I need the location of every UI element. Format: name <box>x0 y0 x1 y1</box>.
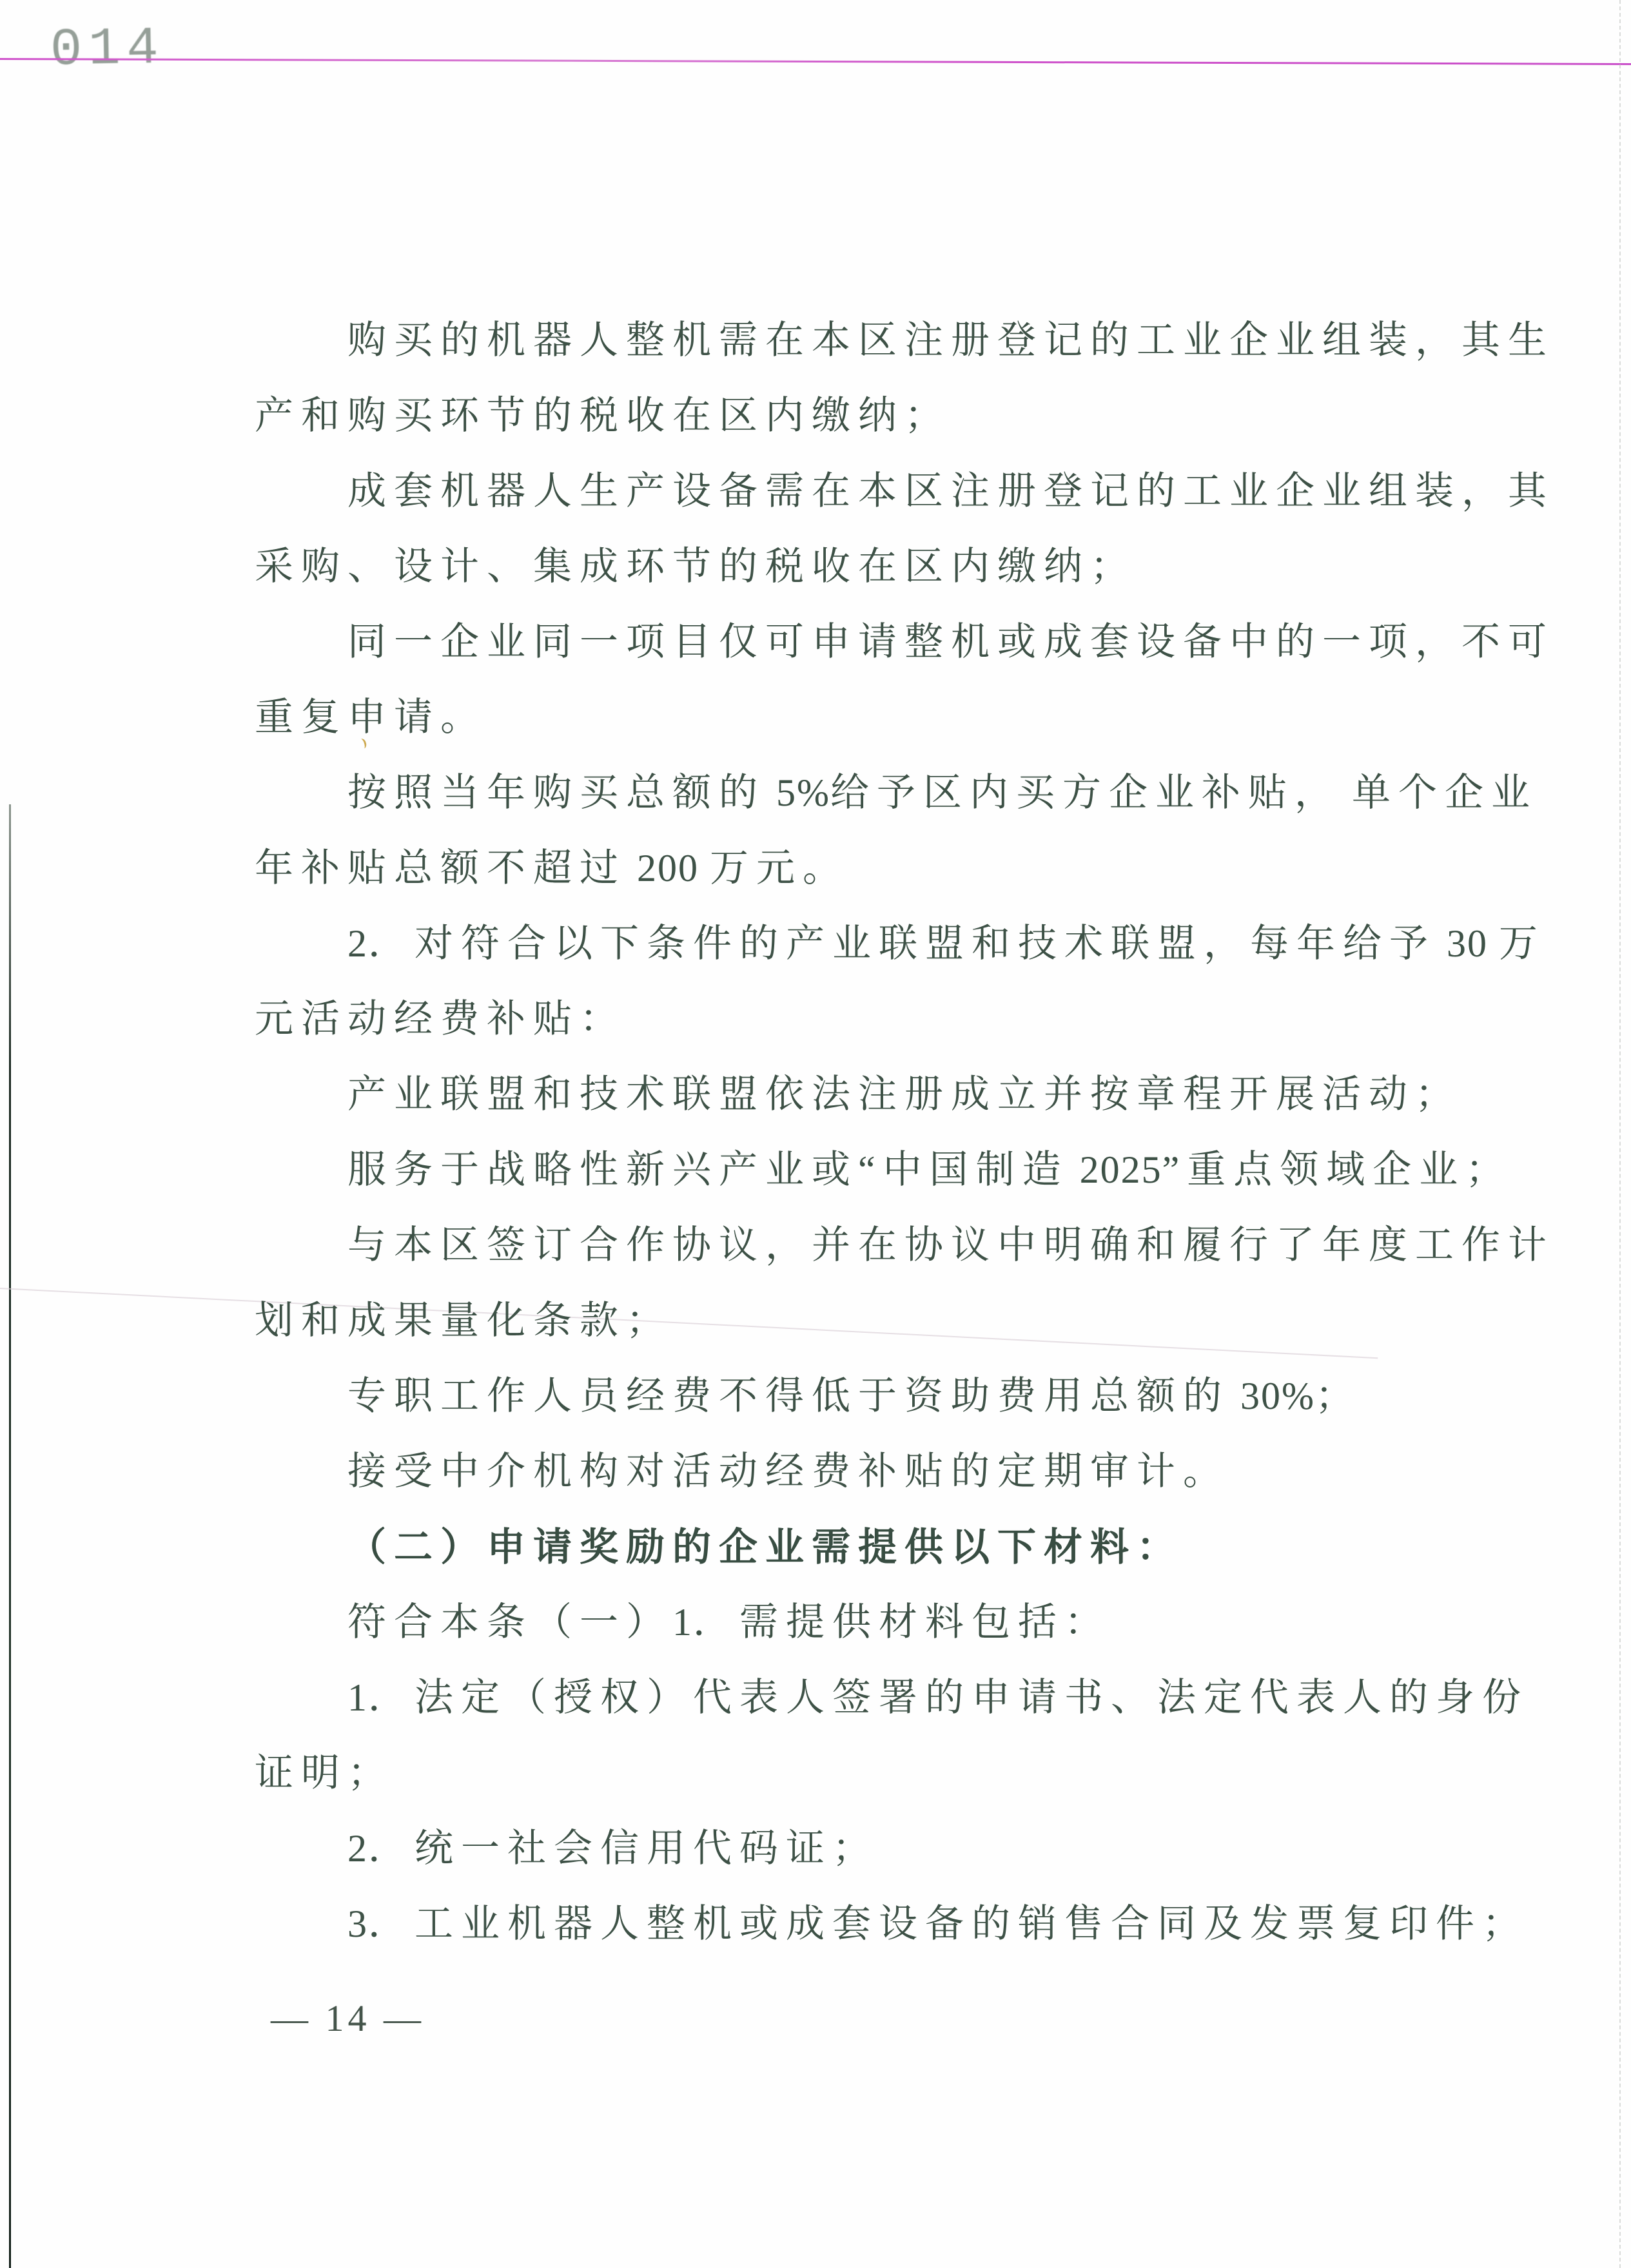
text-line: 接受中介机构对活动经费补贴的定期审计。 <box>347 1450 1229 1493</box>
text-line: 证明； <box>255 1752 394 1794</box>
document-body-text <box>255 303 1554 1962</box>
text-line: 同一企业同一项目仅可申请整机或成套设备中的一项，不可 <box>347 621 1554 663</box>
text-line: 按照当年购买总额的 5%给予区内买方企业补贴， 单个企业 <box>347 771 1538 814</box>
text-line: 服务于战略性新兴产业或“中国制造 2025”重点领域企业； <box>347 1149 1512 1191</box>
text-line: 重复申请。 <box>255 696 487 739</box>
text-line: 符合本条（一）1．需提供材料包括： <box>347 1601 1111 1643</box>
scanner-artifact-line-top <box>0 58 1631 65</box>
text-line: 1．法定（授权）代表人签署的申请书、法定代表人的身份 <box>347 1676 1528 1719</box>
left-edge-fold-line <box>9 804 11 2268</box>
text-line: 产业联盟和技术联盟依法注册成立并按章程开展活动； <box>347 1073 1461 1116</box>
text-line: 3．工业机器人整机或成套设备的销售合同及发票复印件； <box>347 1903 1528 1945</box>
text-line: 年补贴总额不超过 200 万元。 <box>255 847 849 889</box>
text-line: 与本区签订合作协议，并在协议中明确和履行了年度工作计 <box>347 1224 1554 1266</box>
right-edge-fold-line <box>1619 0 1621 2268</box>
text-line: 元活动经费补贴： <box>255 998 626 1040</box>
folio-stamp-number: 014 <box>50 18 166 81</box>
text-line: （二）申请奖励的企业需提供以下材料： <box>347 1526 1183 1569</box>
text-line: 产和购买环节的税收在区内缴纳； <box>255 394 951 437</box>
text-line: 专职工作人员经费不得低于资助费用总额的 30%； <box>347 1375 1362 1417</box>
text-line: 划和成果量化条款； <box>255 1299 672 1342</box>
text-line: 购买的机器人整机需在本区注册登记的工业企业组装，其生 <box>347 319 1554 362</box>
text-line: 采购、设计、集成环节的税收在区内缴纳； <box>255 545 1137 588</box>
text-line: 2．统一社会信用代码证； <box>347 1827 879 1870</box>
text-line: 2．对符合以下条件的产业联盟和技术联盟，每年给予 30 万 <box>347 922 1545 965</box>
text-line: 成套机器人生产设备需在本区注册登记的工业企业组装，其 <box>347 470 1554 512</box>
page-number: — 14 — <box>271 1997 425 2039</box>
